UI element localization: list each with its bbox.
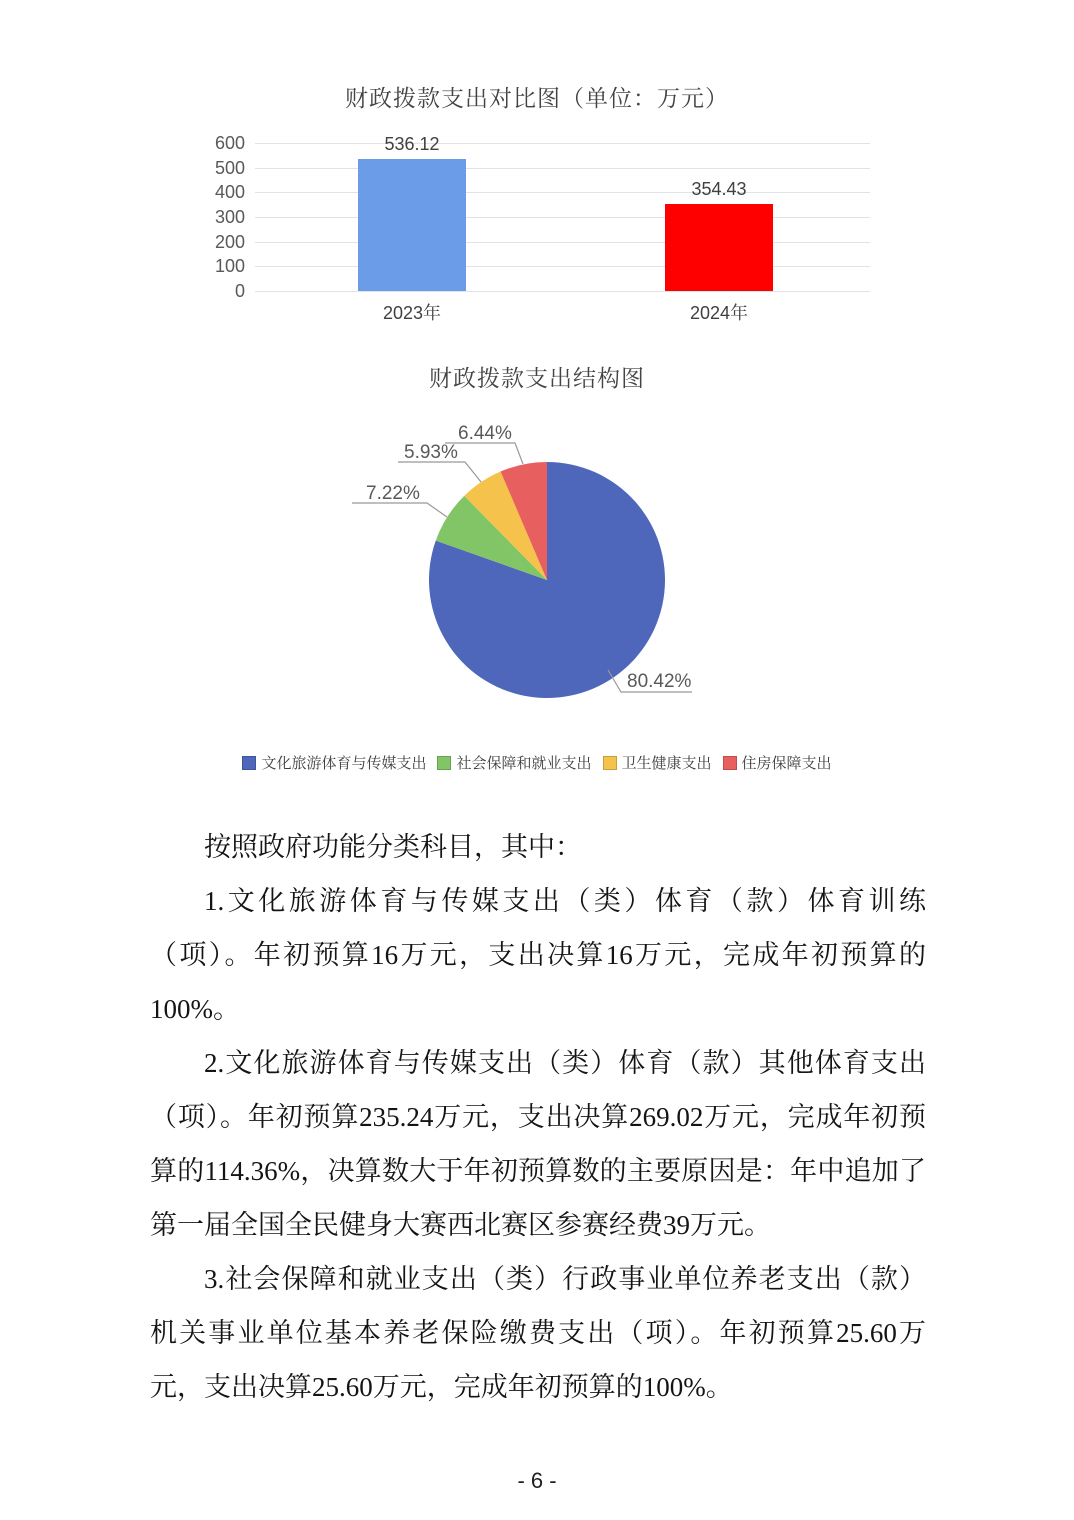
- y-axis-tick-label: 100: [214, 256, 245, 277]
- bar-chart-plot-area: [214, 133, 870, 323]
- paragraph: 3.社会保障和就业支出（类）行政事业单位养老支出（款）机关事业单位基本养老保险缴费支出（项）。年初预算25.60万元，支出决算25.60万元，完成年初预算的100%。: [150, 1264, 926, 1402]
- legend-label: 卫生健康支出: [621, 755, 712, 772]
- legend-label: 文化旅游体育与传媒支出: [261, 755, 427, 772]
- body-text: [150, 820, 926, 1414]
- paragraph: 1.文化旅游体育与传媒支出（类）体育（款）体育训练（项）。年初预算16万元，支出决算16万元，完成年初预算的100%。: [150, 886, 926, 1024]
- pie-slice-label: 5.93%: [404, 442, 458, 463]
- bar-2024年: [665, 204, 773, 291]
- x-axis-category-label: 2023年: [382, 303, 442, 323]
- legend-swatch: [603, 756, 617, 770]
- y-axis-tick-label: 0: [234, 281, 245, 301]
- y-axis-tick-label: 200: [214, 231, 245, 252]
- legend-swatch: [437, 756, 451, 770]
- gridline: [255, 143, 870, 144]
- gridline: [255, 266, 870, 267]
- pie-slice-label: 7.22%: [366, 483, 420, 504]
- pie-chart-legend: [0, 752, 1074, 773]
- legend-swatch: [242, 756, 256, 770]
- gridline: [255, 217, 870, 218]
- gridline: [255, 168, 870, 169]
- paragraph: 2.文化旅游体育与传媒支出（类）体育（款）其他体育支出（项）。年初预算235.24万元，支出决算269.02万元，完成年初预算的114.36%，决算数大于年初预算数的主要原因是：年中追加了第一届全国全民健身大赛西北赛区参赛经费39万元。: [150, 1048, 926, 1240]
- pie-slice-label: 6.44%: [458, 423, 512, 444]
- legend-item: [242, 752, 426, 773]
- pie-chart-title: 财政拨款支出结构图: [429, 365, 645, 391]
- pie-label-leader-line: [398, 462, 481, 482]
- legend-item: [603, 752, 712, 773]
- legend-label: 社会保障和就业支出: [456, 755, 592, 772]
- y-axis-tick-label: 600: [214, 133, 245, 153]
- paragraph: 按照政府功能分类科目，其中：: [204, 832, 582, 862]
- legend-item: [723, 752, 832, 773]
- y-axis-tick-label: 400: [214, 182, 245, 203]
- gridline: [255, 291, 870, 292]
- bar-value-label: 536.12: [384, 133, 440, 154]
- legend-swatch: [723, 756, 737, 770]
- bar-chart: [0, 80, 1074, 350]
- y-axis-tick-label: 300: [214, 207, 245, 227]
- legend-label: 住房保障支出: [741, 755, 832, 772]
- bar-chart-title: 财政拨款支出对比图（单位：万元）: [345, 85, 729, 111]
- y-axis-tick-label: 500: [214, 157, 245, 178]
- pie-slices: [429, 462, 665, 698]
- gridline: [255, 192, 870, 193]
- legend-item: [437, 752, 591, 773]
- pie-label-leader-line: [352, 503, 447, 517]
- gridline: [255, 242, 870, 243]
- x-axis-category-label: 2024年: [689, 303, 749, 323]
- pie-chart-canvas: [0, 360, 1074, 745]
- pie-chart: [0, 360, 1074, 800]
- pie-slice-label: 80.42%: [627, 671, 692, 692]
- bar-2023年: [358, 159, 466, 291]
- page-number: - 6 -: [517, 1468, 557, 1493]
- bar-value-label: 354.43: [691, 178, 747, 199]
